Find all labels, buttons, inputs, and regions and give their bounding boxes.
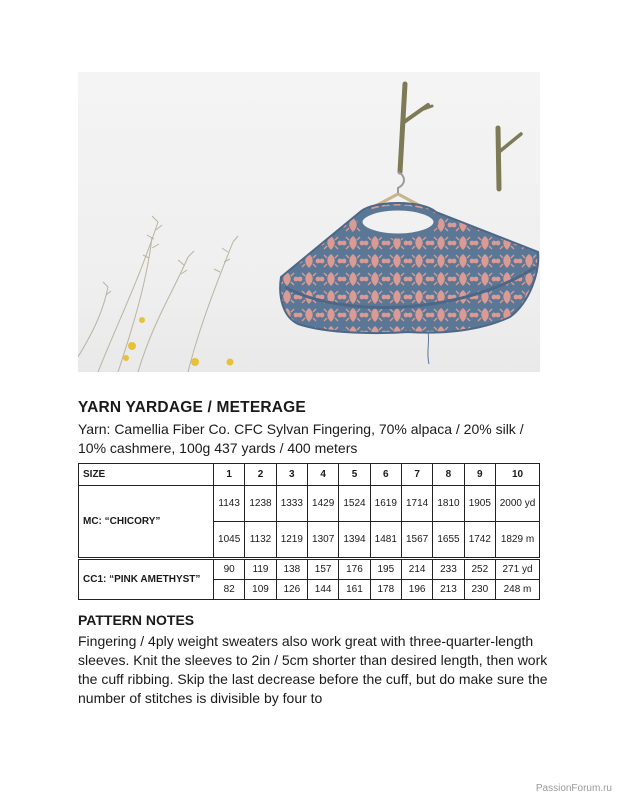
- size-cell: 10: [496, 464, 540, 486]
- meterage-cell: 1132: [245, 522, 276, 558]
- yardage-cell: 157: [307, 560, 338, 580]
- size-cell: 9: [464, 464, 495, 486]
- size-cell: 4: [307, 464, 338, 486]
- meterage-cell: 161: [339, 580, 370, 600]
- cc1-label: CC1: “PINK AMETHYST”: [79, 560, 214, 600]
- yardage-cell: 195: [370, 560, 401, 580]
- size-cell: 3: [276, 464, 307, 486]
- yardage-cell: 252: [464, 560, 495, 580]
- yardage-cell: 119: [245, 560, 276, 580]
- size-cell: 6: [370, 464, 401, 486]
- pattern-notes-body: Fingering / 4ply weight sweaters also work great with three-quarter-length sleeves. Knit the sleeves to 2in / 5cm shorter than desired length, then work the cuff ribbing. Skip the last decrease before the cuff, but do make sure the number of stitches is divisible by four to: [78, 633, 548, 706]
- meterage-cell: 213: [433, 580, 464, 600]
- yardage-cell: 214: [401, 560, 432, 580]
- meterage-cell: 82: [214, 580, 245, 600]
- yellow-flowers: [123, 317, 234, 366]
- meterage-cell: 109: [245, 580, 276, 600]
- mc-label: MC: “CHICORY”: [79, 486, 214, 558]
- yardage-table: [78, 463, 540, 600]
- yardage-cell: 1524: [339, 486, 370, 522]
- size-cell: 1: [214, 464, 245, 486]
- yardage-cell: 1905: [464, 486, 495, 522]
- yarn-yardage-heading: YARN YARDAGE / METERAGE: [78, 399, 306, 416]
- pattern-notes-heading: PATTERN NOTES: [78, 612, 195, 628]
- meterage-cell: 144: [307, 580, 338, 600]
- yardage-cell: 271 yd: [496, 560, 540, 580]
- yardage-cell: 2000 yd: [496, 486, 540, 522]
- product-photo: [78, 72, 540, 372]
- yardage-cell: 1333: [276, 486, 307, 522]
- mc-yards-row: [79, 486, 540, 522]
- size-cell: 2: [245, 464, 276, 486]
- size-header-label: SIZE: [79, 464, 214, 486]
- yardage-cell: 1429: [307, 486, 338, 522]
- yardage-cell: 138: [276, 560, 307, 580]
- size-cell: 7: [401, 464, 432, 486]
- meterage-cell: 1567: [401, 522, 432, 558]
- yardage-cell: 1810: [433, 486, 464, 522]
- yardage-cell: 1143: [214, 486, 245, 522]
- meterage-cell: 1219: [276, 522, 307, 558]
- meterage-cell: 1655: [433, 522, 464, 558]
- cc1-yards-row: [79, 560, 540, 580]
- meterage-cell: 1045: [214, 522, 245, 558]
- yardage-cell: 1238: [245, 486, 276, 522]
- size-header-row: [79, 464, 540, 486]
- size-cell: 8: [433, 464, 464, 486]
- meterage-cell: 230: [464, 580, 495, 600]
- meterage-cell: 1394: [339, 522, 370, 558]
- wall-branch-hooks: [400, 84, 521, 189]
- meterage-cell: 248 m: [496, 580, 540, 600]
- yardage-cell: 90: [214, 560, 245, 580]
- yardage-cell: 1714: [401, 486, 432, 522]
- meterage-cell: 1742: [464, 522, 495, 558]
- yardage-cell: 176: [339, 560, 370, 580]
- meterage-cell: 126: [276, 580, 307, 600]
- meterage-cell: 1829 m: [496, 522, 540, 558]
- yardage-cell: 233: [433, 560, 464, 580]
- meterage-cell: 1307: [307, 522, 338, 558]
- knitted-yoke-illustration: [78, 72, 540, 372]
- yardage-cell: 1619: [370, 486, 401, 522]
- fair-isle-yoke: [280, 203, 538, 333]
- dried-grass-plants: [78, 216, 238, 372]
- size-cell: 5: [339, 464, 370, 486]
- meterage-cell: 196: [401, 580, 432, 600]
- meterage-cell: 178: [370, 580, 401, 600]
- watermark: PassionForum.ru: [535, 783, 612, 794]
- meterage-cell: 1481: [370, 522, 401, 558]
- yarn-description: Yarn: Camellia Fiber Co. CFC Sylvan Fingering, 70% alpaca / 20% silk / 10% cashmere, 100g 437 yards / 400 meters: [78, 421, 524, 456]
